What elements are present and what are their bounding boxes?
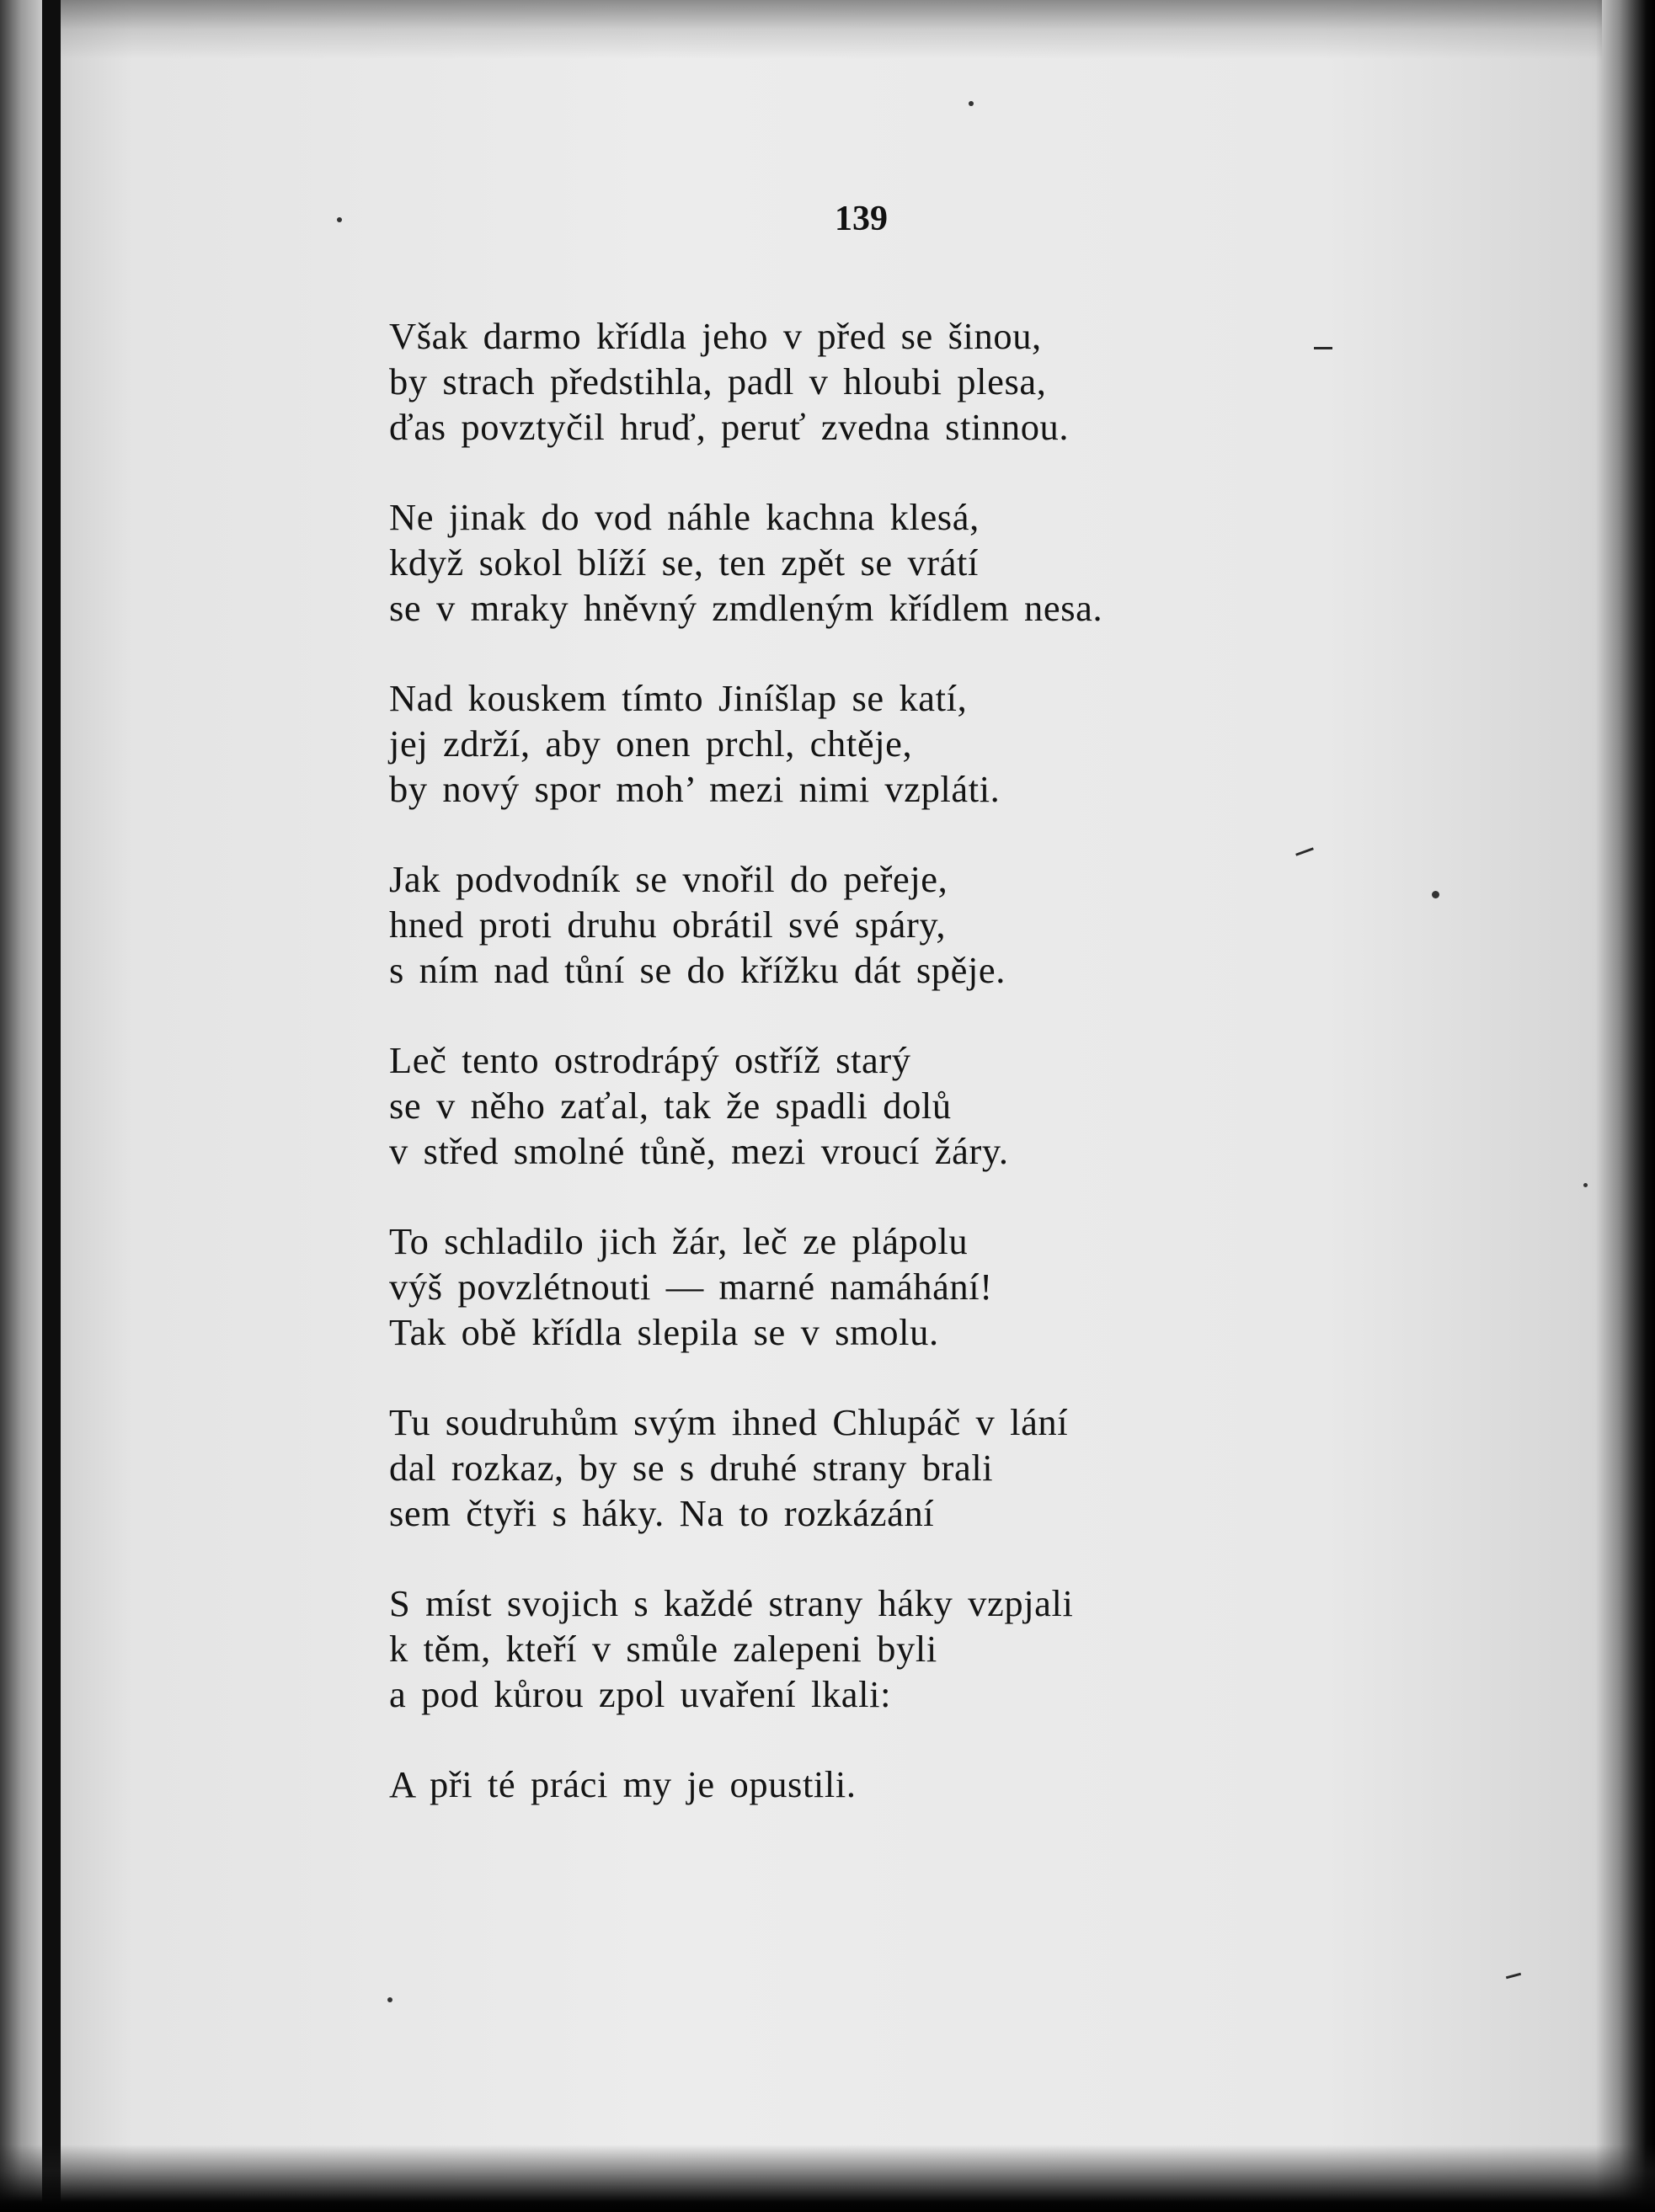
poem-line: v střed smolné tůně, mezi vroucí žáry.: [389, 1130, 1009, 1172]
stanza: [389, 856, 1332, 993]
left-page-edge: [42, 0, 61, 2212]
poem-line: výš povzlétnouti — marné namáhání!: [389, 1266, 993, 1308]
stanza: [389, 1399, 1332, 1536]
scan-speck: [387, 1997, 392, 2002]
scan-mark: [1506, 1973, 1521, 1980]
poem-line: Však darmo křídla jeho v před se šinou,: [389, 315, 1042, 357]
top-shadow: [61, 0, 1602, 59]
poem-line: se v mraky hněvný zmdleným křídlem nesa.: [389, 587, 1103, 629]
poem-line: sem čtyři s háky. Na to rozkázání: [389, 1492, 935, 1534]
stanza: [389, 675, 1332, 812]
poem-body: [389, 313, 1332, 1852]
right-page-edge: [1596, 0, 1655, 2212]
scan-speck: [1583, 1183, 1588, 1187]
stanza: [389, 1580, 1332, 1717]
poem-line: Tu soudruhům svým ihned Chlupáč v lání: [389, 1401, 1069, 1443]
poem-line: když sokol blíží se, ten zpět se vrátí: [389, 541, 979, 584]
poem-line: Tak obě křídla slepila se v smolu.: [389, 1311, 939, 1353]
poem-line: Nad kouskem tímto Jiníšlap se katí,: [389, 677, 968, 719]
poem-line: a pod kůrou zpol uvaření lkali:: [389, 1673, 892, 1715]
poem-line: se v něho zaťal, tak že spadli dolů: [389, 1085, 952, 1127]
poem-line: To schladilo jich žár, leč ze plápolu: [389, 1220, 969, 1262]
scan-speck: [969, 101, 974, 106]
poem-line: Leč tento ostrodrápý ostříž starý: [389, 1039, 911, 1081]
poem-line: jej zdrží, aby onen prchl, chtěje,: [389, 722, 913, 765]
poem-line: hned proti druhu obrátil své spáry,: [389, 903, 947, 946]
stanza: [389, 494, 1332, 631]
poem-line: Ne jinak do vod náhle kachna klesá,: [389, 496, 980, 538]
stanza: [389, 1037, 1332, 1174]
poem-line: A při té práci my je opustili.: [389, 1763, 857, 1805]
poem-line: S míst svojich s každé strany háky vzpjali: [389, 1582, 1074, 1624]
stanza: [389, 1762, 1332, 1807]
poem-line: Jak podvodník se vnořil do peřeje,: [389, 858, 948, 900]
poem-line: by strach předstihla, padl v hloubi plesa,: [389, 360, 1047, 402]
stanza: [389, 313, 1332, 450]
page-number: 139: [835, 200, 888, 238]
poem-line: ďas povztyčil hruď, peruť zvedna stinnou.: [389, 406, 1070, 448]
stanza: [389, 1218, 1332, 1355]
poem-line: dal rozkaz, by se s druhé strany brali: [389, 1447, 994, 1489]
poem-line: k těm, kteří v smůle zalepeni byli: [389, 1628, 937, 1670]
poem-line: s ním nad tůní se do křížku dát spěje.: [389, 949, 1006, 991]
binding-shadow: [0, 0, 42, 2212]
scan-speck: [1432, 891, 1439, 898]
bottom-page-edge: [0, 2145, 1655, 2212]
poem-line: by nový spor moh’ mezi nimi vzpláti.: [389, 768, 1001, 810]
